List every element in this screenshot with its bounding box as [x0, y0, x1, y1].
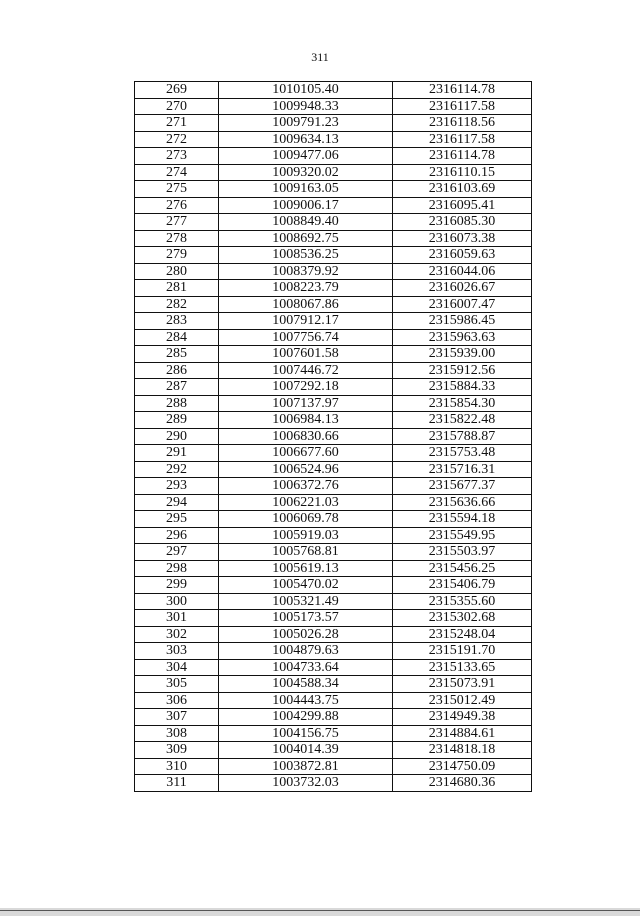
table-row [135, 593, 532, 610]
table-row [135, 346, 532, 363]
table-row [135, 115, 532, 132]
table-row [135, 643, 532, 660]
table-row [135, 725, 532, 742]
x-coordinate-cell: 1008067.86 [219, 296, 393, 313]
coordinates-table [134, 81, 532, 792]
table-row [135, 659, 532, 676]
x-coordinate-cell: 1008692.75 [219, 230, 393, 247]
table-row [135, 775, 532, 792]
x-coordinate-cell: 1008849.40 [219, 214, 393, 231]
y-coordinate-cell: 2315133.65 [393, 659, 532, 676]
table-row [135, 692, 532, 709]
table-row [135, 527, 532, 544]
x-coordinate-cell: 1009477.06 [219, 148, 393, 165]
point-number-cell: 271 [135, 115, 219, 132]
x-coordinate-cell: 1007756.74 [219, 329, 393, 346]
point-number-cell: 283 [135, 313, 219, 330]
y-coordinate-cell: 2316117.58 [393, 98, 532, 115]
x-coordinate-cell: 1007601.58 [219, 346, 393, 363]
point-number-cell: 295 [135, 511, 219, 528]
y-coordinate-cell: 2314680.36 [393, 775, 532, 792]
point-number-cell: 302 [135, 626, 219, 643]
y-coordinate-cell: 2315636.66 [393, 494, 532, 511]
table-row [135, 610, 532, 627]
x-coordinate-cell: 1006524.96 [219, 461, 393, 478]
point-number-cell: 280 [135, 263, 219, 280]
table-row [135, 395, 532, 412]
coordinates-table-container [134, 81, 532, 792]
y-coordinate-cell: 2315677.37 [393, 478, 532, 495]
y-coordinate-cell: 2315355.60 [393, 593, 532, 610]
point-number-cell: 278 [135, 230, 219, 247]
y-coordinate-cell: 2314949.38 [393, 709, 532, 726]
y-coordinate-cell: 2316117.58 [393, 131, 532, 148]
table-row [135, 247, 532, 264]
point-number-cell: 282 [135, 296, 219, 313]
table-row [135, 313, 532, 330]
y-coordinate-cell: 2316044.06 [393, 263, 532, 280]
x-coordinate-cell: 1003732.03 [219, 775, 393, 792]
point-number-cell: 290 [135, 428, 219, 445]
x-coordinate-cell: 1005619.13 [219, 560, 393, 577]
table-row [135, 131, 532, 148]
x-coordinate-cell: 1004733.64 [219, 659, 393, 676]
table-row [135, 758, 532, 775]
x-coordinate-cell: 1008536.25 [219, 247, 393, 264]
y-coordinate-cell: 2314818.18 [393, 742, 532, 759]
point-number-cell: 306 [135, 692, 219, 709]
point-number-cell: 273 [135, 148, 219, 165]
point-number-cell: 287 [135, 379, 219, 396]
x-coordinate-cell: 1010105.40 [219, 82, 393, 99]
table-row [135, 362, 532, 379]
table-row [135, 544, 532, 561]
x-coordinate-cell: 1004443.75 [219, 692, 393, 709]
x-coordinate-cell: 1007446.72 [219, 362, 393, 379]
point-number-cell: 286 [135, 362, 219, 379]
point-number-cell: 274 [135, 164, 219, 181]
y-coordinate-cell: 2314750.09 [393, 758, 532, 775]
x-coordinate-cell: 1009163.05 [219, 181, 393, 198]
x-coordinate-cell: 1003872.81 [219, 758, 393, 775]
x-coordinate-cell: 1006984.13 [219, 412, 393, 429]
point-number-cell: 311 [135, 775, 219, 792]
x-coordinate-cell: 1006677.60 [219, 445, 393, 462]
y-coordinate-cell: 2315503.97 [393, 544, 532, 561]
y-coordinate-cell: 2315191.70 [393, 643, 532, 660]
table-row [135, 709, 532, 726]
table-row [135, 263, 532, 280]
y-coordinate-cell: 2315986.45 [393, 313, 532, 330]
x-coordinate-cell: 1007292.18 [219, 379, 393, 396]
table-row [135, 412, 532, 429]
point-number-cell: 284 [135, 329, 219, 346]
point-number-cell: 303 [135, 643, 219, 660]
point-number-cell: 293 [135, 478, 219, 495]
point-number-cell: 289 [135, 412, 219, 429]
x-coordinate-cell: 1005470.02 [219, 577, 393, 594]
y-coordinate-cell: 2316118.56 [393, 115, 532, 132]
x-coordinate-cell: 1004014.39 [219, 742, 393, 759]
y-coordinate-cell: 2315549.95 [393, 527, 532, 544]
table-row [135, 98, 532, 115]
y-coordinate-cell: 2315788.87 [393, 428, 532, 445]
point-number-cell: 285 [135, 346, 219, 363]
y-coordinate-cell: 2316085.30 [393, 214, 532, 231]
point-number-cell: 288 [135, 395, 219, 412]
y-coordinate-cell: 2316114.78 [393, 82, 532, 99]
y-coordinate-cell: 2315248.04 [393, 626, 532, 643]
point-number-cell: 299 [135, 577, 219, 594]
table-row [135, 148, 532, 165]
table-row [135, 478, 532, 495]
point-number-cell: 276 [135, 197, 219, 214]
x-coordinate-cell: 1009320.02 [219, 164, 393, 181]
y-coordinate-cell: 2316059.63 [393, 247, 532, 264]
table-row [135, 296, 532, 313]
y-coordinate-cell: 2315012.49 [393, 692, 532, 709]
y-coordinate-cell: 2315963.63 [393, 329, 532, 346]
y-coordinate-cell: 2315456.25 [393, 560, 532, 577]
table-row [135, 329, 532, 346]
x-coordinate-cell: 1007912.17 [219, 313, 393, 330]
point-number-cell: 304 [135, 659, 219, 676]
y-coordinate-cell: 2315716.31 [393, 461, 532, 478]
x-coordinate-cell: 1005768.81 [219, 544, 393, 561]
y-coordinate-cell: 2316110.15 [393, 164, 532, 181]
point-number-cell: 307 [135, 709, 219, 726]
point-number-cell: 305 [135, 676, 219, 693]
x-coordinate-cell: 1009634.13 [219, 131, 393, 148]
point-number-cell: 272 [135, 131, 219, 148]
y-coordinate-cell: 2315822.48 [393, 412, 532, 429]
x-coordinate-cell: 1006372.76 [219, 478, 393, 495]
table-row [135, 280, 532, 297]
point-number-cell: 308 [135, 725, 219, 742]
point-number-cell: 270 [135, 98, 219, 115]
point-number-cell: 296 [135, 527, 219, 544]
x-coordinate-cell: 1008379.92 [219, 263, 393, 280]
y-coordinate-cell: 2315406.79 [393, 577, 532, 594]
table-row [135, 511, 532, 528]
table-row [135, 494, 532, 511]
table-row [135, 197, 532, 214]
x-coordinate-cell: 1006069.78 [219, 511, 393, 528]
x-coordinate-cell: 1009791.23 [219, 115, 393, 132]
table-row [135, 428, 532, 445]
point-number-cell: 292 [135, 461, 219, 478]
y-coordinate-cell: 2316007.47 [393, 296, 532, 313]
y-coordinate-cell: 2316114.78 [393, 148, 532, 165]
x-coordinate-cell: 1004588.34 [219, 676, 393, 693]
table-row [135, 379, 532, 396]
x-coordinate-cell: 1006221.03 [219, 494, 393, 511]
page-bottom-line [0, 910, 640, 911]
y-coordinate-cell: 2315912.56 [393, 362, 532, 379]
y-coordinate-cell: 2315594.18 [393, 511, 532, 528]
coordinates-table-body [135, 82, 532, 792]
x-coordinate-cell: 1005173.57 [219, 610, 393, 627]
point-number-cell: 298 [135, 560, 219, 577]
x-coordinate-cell: 1004156.75 [219, 725, 393, 742]
table-row [135, 230, 532, 247]
point-number-cell: 277 [135, 214, 219, 231]
y-coordinate-cell: 2316026.67 [393, 280, 532, 297]
y-coordinate-cell: 2316103.69 [393, 181, 532, 198]
x-coordinate-cell: 1004879.63 [219, 643, 393, 660]
point-number-cell: 269 [135, 82, 219, 99]
y-coordinate-cell: 2315884.33 [393, 379, 532, 396]
x-coordinate-cell: 1007137.97 [219, 395, 393, 412]
table-row [135, 82, 532, 99]
x-coordinate-cell: 1005026.28 [219, 626, 393, 643]
x-coordinate-cell: 1004299.88 [219, 709, 393, 726]
y-coordinate-cell: 2315753.48 [393, 445, 532, 462]
x-coordinate-cell: 1006830.66 [219, 428, 393, 445]
x-coordinate-cell: 1008223.79 [219, 280, 393, 297]
y-coordinate-cell: 2315939.00 [393, 346, 532, 363]
table-row [135, 461, 532, 478]
point-number-cell: 309 [135, 742, 219, 759]
point-number-cell: 301 [135, 610, 219, 627]
point-number-cell: 300 [135, 593, 219, 610]
table-row [135, 626, 532, 643]
table-row [135, 676, 532, 693]
x-coordinate-cell: 1009948.33 [219, 98, 393, 115]
y-coordinate-cell: 2315073.91 [393, 676, 532, 693]
point-number-cell: 281 [135, 280, 219, 297]
page-number: 311 [311, 50, 329, 64]
table-row [135, 445, 532, 462]
point-number-cell: 294 [135, 494, 219, 511]
x-coordinate-cell: 1009006.17 [219, 197, 393, 214]
point-number-cell: 310 [135, 758, 219, 775]
table-row [135, 560, 532, 577]
point-number-cell: 297 [135, 544, 219, 561]
table-row [135, 164, 532, 181]
table-row [135, 214, 532, 231]
table-row [135, 742, 532, 759]
point-number-cell: 291 [135, 445, 219, 462]
x-coordinate-cell: 1005321.49 [219, 593, 393, 610]
table-row [135, 181, 532, 198]
point-number-cell: 279 [135, 247, 219, 264]
x-coordinate-cell: 1005919.03 [219, 527, 393, 544]
y-coordinate-cell: 2315302.68 [393, 610, 532, 627]
y-coordinate-cell: 2314884.61 [393, 725, 532, 742]
y-coordinate-cell: 2316073.38 [393, 230, 532, 247]
y-coordinate-cell: 2315854.30 [393, 395, 532, 412]
y-coordinate-cell: 2316095.41 [393, 197, 532, 214]
point-number-cell: 275 [135, 181, 219, 198]
table-row [135, 577, 532, 594]
